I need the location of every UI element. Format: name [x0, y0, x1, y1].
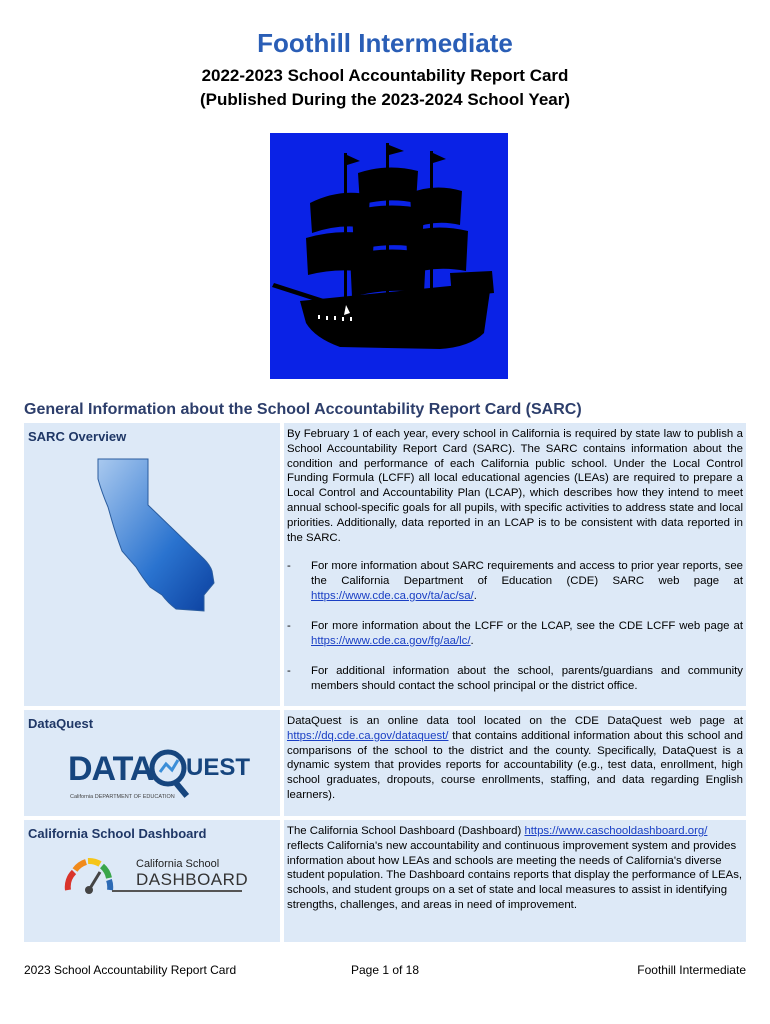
- california-map-icon: [92, 455, 244, 617]
- dashboard-gauge-icon: [64, 854, 114, 896]
- dataquest-link[interactable]: https://dq.cde.ca.gov/dataquest/: [287, 729, 449, 742]
- dataquest-logo-right: UEST: [186, 754, 251, 781]
- bullet-after: .: [470, 634, 474, 647]
- cde-lcff-link[interactable]: https://www.cde.ca.gov/fg/aa/lc/: [311, 634, 471, 647]
- dashboard-label-cell: [24, 820, 280, 942]
- sarc-overview-label-cell: [24, 423, 280, 706]
- dashboard-paragraph: The California School Dashboard (Dashboard) https://www.caschooldashboard.org/ reflects California's new accountability and continuous improvement system and provides information about how LEAs and schools are meeting the needs of California's diverse student population. The Dashboard contains reports that display the performance of LEAs, schools, and student groups on a set of state and local measures to assist in identifying strengths, challenges, and areas in need of improvement.: [287, 825, 743, 911]
- ship-silhouette-icon: [270, 133, 508, 379]
- school-name-title: Foothill Intermediate: [257, 28, 513, 58]
- footer-page-number: Page 1 of 18: [350, 963, 420, 977]
- footer-right: Foothill Intermediate: [637, 963, 746, 977]
- bullet-dash: -: [287, 560, 291, 572]
- sarc-overview-paragraph: By February 1 of each year, every school in California is required by state law to publish a School Accountability Report Card (SARC). The SARC contains information about the condition and performance of each California public school. Under the Local Control Funding Formula (LCFF) all local educational agencies (LEAs) are required to prepare a Local Control and Accountability Plan (LCAP), which describes how they intend to meet annual school-specific goals for all pupils, with specific activities to address state and local priorities. Additionally, data reported in an LCAP is to be consistent with data reported in the SARC.: [287, 428, 743, 544]
- bullet-after: .: [473, 589, 477, 602]
- report-title: 2022-2023 School Accountability Report Card: [201, 66, 569, 85]
- dashboard-link[interactable]: https://www.caschooldashboard.org/: [524, 825, 708, 837]
- footer-left: 2023 School Accountability Report Card: [24, 963, 237, 977]
- bullet-dash: -: [287, 665, 291, 677]
- sarc-overview-label: SARC Overview: [28, 429, 127, 444]
- dataquest-label-cell: [24, 710, 280, 816]
- dataquest-logo-left: DATA: [68, 750, 154, 788]
- dashboard-logo-line2: DASHBOARD: [136, 870, 249, 889]
- dataquest-label: DataQuest: [28, 716, 94, 731]
- dataquest-paragraph: DataQuest is an online data tool located on the CDE DataQuest web page at https://dq.cde.ca.gov/dataquest/ that contains additional information about this school and comparisons of the school to the district and the county. Specifically, DataQuest is a dynamic system that provides reports for accountability (e.g., test data, enrollment, high school graduates, dropouts, course enrollments, staffing, and data regarding English learners).: [287, 715, 743, 801]
- sarc-overview-content-cell: [284, 423, 746, 706]
- dashboard-logo-line1: California School: [136, 858, 220, 870]
- bullet-text: For more information about the LCFF or the LCAP, see the CDE LCFF web page at: [311, 620, 743, 632]
- dataquest-content-cell: [284, 710, 746, 816]
- sarc-bullet-1: [287, 559, 743, 603]
- ship-logo: [270, 133, 508, 379]
- published-line: (Published During the 2023-2024 School Year): [199, 90, 571, 109]
- sarc-bullet-2: [287, 619, 743, 649]
- dashboard-label: California School Dashboard: [28, 826, 207, 841]
- bullet-dash: -: [287, 620, 291, 632]
- dataquest-logo: [68, 746, 251, 806]
- bullet-text: For more information about SARC requirements and access to prior year reports, see the California Department of Education (CDE) SARC web page at: [311, 560, 743, 587]
- bullet-text: For additional information about the school, parents/guardians and community members should contact the school principal or the district office.: [311, 665, 743, 692]
- dashboard-logo-underline: [112, 890, 242, 892]
- dataquest-logo-caption: California DEPARTMENT OF EDUCATION: [70, 794, 175, 800]
- dashboard-content-cell: [284, 820, 746, 942]
- section-heading: General Information about the School Accountability Report Card (SARC): [24, 401, 582, 418]
- sarc-bullet-3: [287, 664, 743, 694]
- cde-sarc-link[interactable]: https://www.cde.ca.gov/ta/ac/sa/: [311, 589, 474, 602]
